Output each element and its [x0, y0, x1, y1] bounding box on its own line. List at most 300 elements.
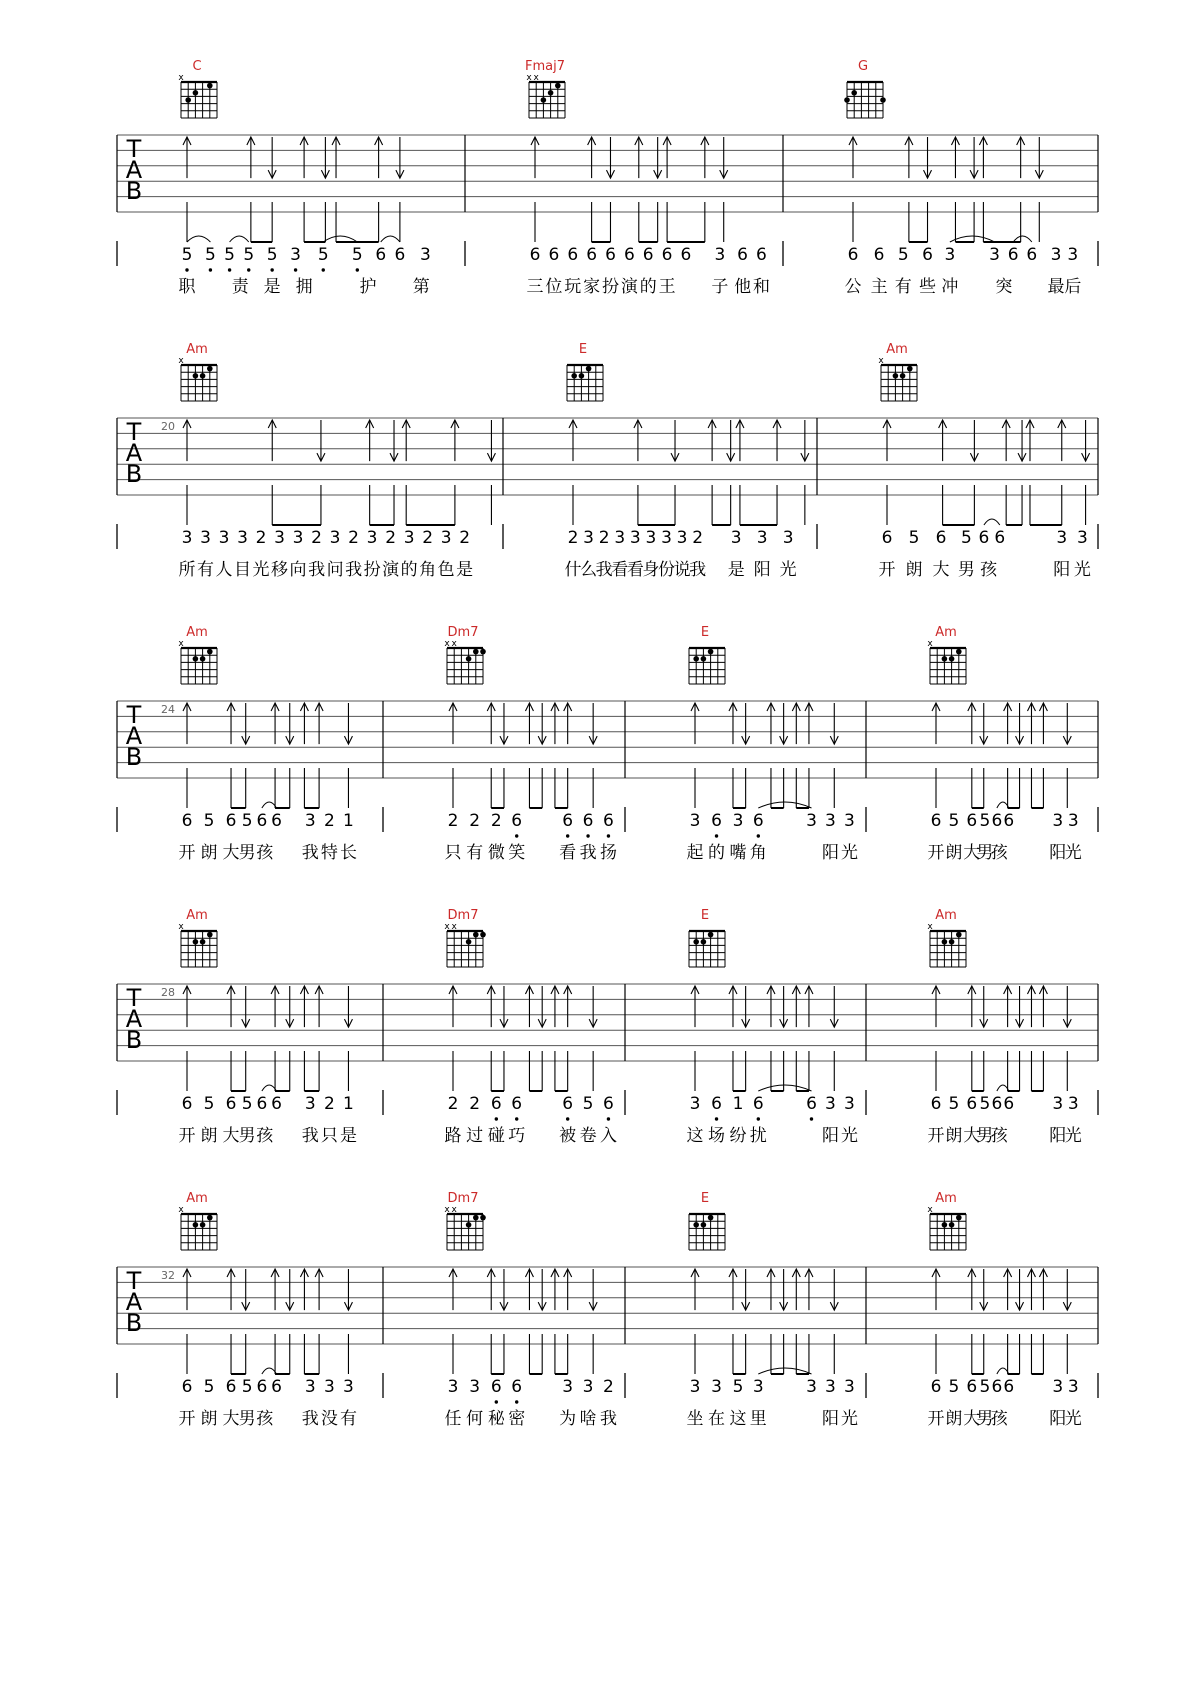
- lyric-char: 男: [238, 843, 256, 863]
- lyric-char: 王: [658, 277, 676, 297]
- chord-name: Dm7: [447, 1191, 479, 1206]
- lyric-char: 有: [197, 560, 215, 580]
- strum-up-arrow: [183, 137, 191, 178]
- jianpu-note: 6: [994, 528, 1006, 548]
- lyric-char: 最: [1047, 277, 1065, 297]
- strum-up-arrow: [767, 703, 775, 744]
- finger-dot: [949, 939, 955, 945]
- muted-string-mark: x: [178, 1205, 184, 1215]
- slur-arc: [381, 236, 400, 242]
- lyric-char: 阳: [1053, 560, 1071, 580]
- jianpu-note: 3: [200, 528, 211, 548]
- strum-up-arrow: [271, 1269, 279, 1310]
- finger-dot: [480, 1215, 486, 1221]
- lyric-char: 开: [178, 843, 196, 863]
- strum-up-arrow: [1026, 420, 1034, 461]
- lyric-char: 大: [222, 1126, 240, 1146]
- jianpu-note: 5: [979, 1094, 991, 1114]
- lyric-char: 什: [564, 560, 582, 580]
- lyric-char: 是: [339, 1126, 357, 1146]
- chord-diagram: [844, 82, 886, 118]
- octave-dot: [209, 268, 212, 271]
- finger-dot: [942, 656, 948, 662]
- jianpu-note: 3: [343, 1377, 354, 1397]
- strum-down-arrow: [654, 137, 662, 178]
- lyric-char: 是: [263, 277, 281, 297]
- lyric-char: 大: [963, 1126, 981, 1146]
- jianpu-note: 5: [732, 1377, 744, 1397]
- finger-dot: [693, 656, 699, 662]
- jianpu-note: 6: [966, 811, 978, 831]
- jianpu-note: 5: [203, 1377, 215, 1397]
- tab-clef-letter: T: [126, 984, 142, 1012]
- finger-dot: [466, 656, 472, 662]
- lyric-char: 被: [559, 1126, 577, 1146]
- strum-up-arrow: [932, 703, 940, 744]
- jianpu-note: 5: [224, 245, 235, 265]
- strum-up-arrow: [268, 420, 276, 461]
- jianpu-note: 5: [351, 245, 363, 265]
- jianpu-note: 6: [256, 1094, 268, 1114]
- jianpu-note: 6: [603, 811, 614, 831]
- lyric-char: 三: [526, 277, 544, 297]
- jianpu-note: 6: [256, 1377, 268, 1397]
- strum-up-arrow: [551, 986, 559, 1027]
- lyric-char: 光: [779, 560, 797, 580]
- slur-arc: [187, 236, 210, 242]
- jianpu-note: 6: [642, 245, 654, 265]
- strum-up-arrow: [951, 137, 959, 178]
- muted-string-mark: x: [178, 356, 184, 366]
- lyric-char: 是: [456, 560, 474, 580]
- lyric-char: 啥: [579, 1409, 597, 1429]
- octave-dot: [322, 268, 325, 271]
- lyric-char: 我: [301, 1126, 319, 1146]
- strum-down-arrow: [1082, 420, 1090, 461]
- chord-diagram: [927, 639, 966, 684]
- strum-down-arrow: [242, 986, 250, 1027]
- lyric-char: 微: [487, 843, 505, 863]
- lyric-char: 和: [752, 277, 770, 297]
- jianpu-note: 3: [1067, 245, 1079, 265]
- jianpu-note: 3: [989, 245, 1000, 265]
- strum-up-arrow: [332, 137, 340, 178]
- lyric-char: 扰: [749, 1126, 767, 1146]
- jianpu-note: 6: [225, 1377, 237, 1397]
- strum-up-arrow: [663, 137, 671, 178]
- tab-system: [117, 342, 1098, 580]
- strum-down-arrow: [606, 137, 614, 178]
- lyric-char: 主: [870, 277, 888, 297]
- lyric-char: 我: [599, 1409, 617, 1429]
- lyric-char: 嘴: [729, 843, 747, 863]
- strum-up-arrow: [1027, 1269, 1035, 1310]
- lyric-char: 笑: [508, 843, 526, 863]
- lyric-char: 光: [1073, 560, 1091, 580]
- strum-down-arrow: [344, 1269, 352, 1310]
- strum-down-arrow: [671, 420, 679, 461]
- strum-down-arrow: [286, 986, 294, 1027]
- jianpu-note: 3: [237, 528, 248, 548]
- lyric-char: 孩: [256, 843, 274, 863]
- jianpu-note: 3: [752, 1377, 764, 1397]
- lyric-char: 阳: [1049, 1126, 1067, 1146]
- jianpu-note: 3: [1067, 811, 1079, 831]
- finger-dot: [949, 1222, 955, 1228]
- lyric-char: 光: [840, 1409, 858, 1429]
- lyric-char: 扮: [601, 277, 619, 297]
- lyric-char: 起: [686, 843, 704, 863]
- lyric-char: 光: [840, 843, 858, 863]
- strum-up-arrow: [939, 420, 947, 461]
- chord-diagram: [689, 931, 725, 967]
- lyric-char: 光: [252, 560, 270, 580]
- strum-up-arrow: [1058, 420, 1066, 461]
- strum-down-arrow: [1016, 703, 1024, 744]
- lyric-char: 朗: [945, 1409, 963, 1429]
- jianpu-note: 6: [271, 811, 282, 831]
- tab-clef-letter: A: [125, 722, 143, 750]
- strum-up-arrow: [792, 1269, 800, 1310]
- jianpu-note: 6: [511, 811, 523, 831]
- finger-dot: [207, 366, 213, 372]
- lyric-char: 朗: [200, 843, 218, 863]
- lyric-char: 我: [301, 1409, 319, 1429]
- finger-dot: [880, 97, 886, 103]
- jianpu-note: 2: [385, 528, 397, 548]
- strum-up-arrow: [1039, 1269, 1047, 1310]
- finger-dot: [851, 90, 857, 96]
- jianpu-note: 5: [205, 245, 216, 265]
- strum-down-arrow: [487, 420, 495, 461]
- jianpu-note: 6: [529, 245, 541, 265]
- jianpu-note: 6: [605, 245, 616, 265]
- jianpu-note: 5: [266, 245, 278, 265]
- strum-up-arrow: [932, 1269, 940, 1310]
- jianpu-note: 3: [825, 811, 836, 831]
- lyric-char: 问: [326, 560, 344, 580]
- finger-dot: [480, 649, 486, 655]
- slur-arc: [230, 236, 249, 242]
- jianpu-note: 6: [847, 245, 859, 265]
- finger-dot: [942, 1222, 948, 1228]
- lyric-char: 开: [178, 1126, 196, 1146]
- jianpu-note: 2: [469, 1094, 481, 1114]
- lyric-char: 光: [1064, 1126, 1082, 1146]
- tab-clef-letter: A: [125, 1005, 143, 1033]
- lyric-char: 位: [545, 277, 563, 297]
- lyric-char: 角: [419, 560, 437, 580]
- strum-up-arrow: [979, 137, 987, 178]
- finger-dot: [480, 932, 486, 938]
- jianpu-note: 3: [944, 245, 956, 265]
- tab-system: [117, 625, 1098, 863]
- jianpu-note: 3: [1052, 1377, 1064, 1397]
- jianpu-note: 6: [511, 1377, 523, 1397]
- jianpu-note: 2: [567, 528, 579, 548]
- strum-down-arrow: [589, 703, 597, 744]
- strum-up-arrow: [183, 1269, 191, 1310]
- lyric-char: 角: [749, 843, 767, 863]
- jianpu-note: 5: [243, 245, 255, 265]
- chord-name: Fmaj7: [525, 59, 565, 74]
- tab-system: [117, 1191, 1098, 1429]
- jianpu-note: 3: [1076, 528, 1088, 548]
- finger-dot: [701, 656, 707, 662]
- jianpu-note: 2: [447, 811, 459, 831]
- strum-down-arrow: [1063, 986, 1071, 1027]
- jianpu-note: 3: [714, 245, 726, 265]
- strum-up-arrow: [588, 137, 596, 178]
- chord-name: G: [857, 59, 869, 74]
- jianpu-note: 6: [623, 245, 635, 265]
- jianpu-note: 6: [978, 528, 990, 548]
- strum-up-arrow: [805, 1269, 813, 1310]
- lyric-char: 只: [444, 843, 462, 863]
- lyric-char: 光: [1064, 1409, 1082, 1429]
- octave-dot: [185, 268, 188, 271]
- strum-up-arrow: [247, 137, 255, 178]
- strum-up-arrow: [968, 703, 976, 744]
- jianpu-note: 3: [304, 1094, 316, 1114]
- strum-down-arrow: [980, 703, 988, 744]
- chord-diagram: [444, 639, 485, 684]
- strum-down-arrow: [1016, 986, 1024, 1027]
- lyric-char: 目: [234, 560, 252, 580]
- jianpu-note: 3: [290, 245, 301, 265]
- jianpu-note: 6: [181, 811, 193, 831]
- finger-dot: [193, 90, 199, 96]
- finger-dot: [473, 649, 479, 655]
- finger-dot: [466, 939, 472, 945]
- strum-up-arrow: [701, 137, 709, 178]
- finger-dot: [200, 1222, 206, 1228]
- strum-up-arrow: [729, 986, 737, 1027]
- slur-arc: [984, 519, 1000, 525]
- lyric-char: 么: [580, 560, 598, 580]
- strum-up-arrow: [1004, 986, 1012, 1027]
- jianpu-note: 3: [292, 528, 304, 548]
- lyric-char: 身: [642, 560, 660, 580]
- chord-diagram: [526, 73, 565, 118]
- jianpu-note: 3: [629, 528, 641, 548]
- jianpu-note: 5: [241, 1377, 253, 1397]
- jianpu-note: 3: [440, 528, 452, 548]
- chord-diagram: [178, 1205, 217, 1250]
- tab-clef-letter: B: [125, 743, 143, 771]
- jianpu-note: 3: [689, 1094, 701, 1114]
- finger-dot: [207, 649, 213, 655]
- chord-name: C: [192, 59, 202, 74]
- finger-dot: [207, 932, 213, 938]
- lyric-char: 男: [976, 1126, 994, 1146]
- strum-up-arrow: [551, 703, 559, 744]
- jianpu-note: 6: [562, 811, 574, 831]
- jianpu-note: 3: [689, 1377, 701, 1397]
- finger-dot: [701, 1222, 707, 1228]
- lyric-char: 我: [301, 843, 319, 863]
- strum-down-arrow: [980, 986, 988, 1027]
- chord-name: E: [700, 1191, 710, 1206]
- strum-up-arrow: [635, 137, 643, 178]
- jianpu-note: 6: [586, 245, 598, 265]
- strum-up-arrow: [634, 420, 642, 461]
- strum-down-arrow: [970, 420, 978, 461]
- lyric-char: 移: [271, 560, 289, 580]
- octave-dot: [495, 1400, 498, 1403]
- tab-system: [117, 59, 1098, 297]
- jianpu-note: 3: [1050, 245, 1062, 265]
- octave-dot: [294, 268, 297, 271]
- strum-up-arrow: [691, 986, 699, 1027]
- lyric-char: 我: [579, 843, 597, 863]
- strum-up-arrow: [849, 137, 857, 178]
- jianpu-note: 3: [711, 1377, 722, 1397]
- lyric-char: 开: [878, 560, 896, 580]
- strum-up-arrow: [691, 1269, 699, 1310]
- lyric-char: 这: [729, 1409, 747, 1429]
- lyric-char: 拥: [295, 277, 313, 297]
- lyric-char: 秘: [487, 1409, 505, 1429]
- lyric-char: 没: [320, 1409, 338, 1429]
- strum-up-arrow: [300, 703, 308, 744]
- lyric-char: 孩: [256, 1409, 274, 1429]
- finger-dot: [207, 83, 213, 89]
- jianpu-note: 6: [375, 245, 387, 265]
- finger-dot: [200, 656, 206, 662]
- strum-up-arrow: [736, 420, 744, 461]
- strum-down-arrow: [396, 137, 404, 178]
- jianpu-note: 6: [661, 245, 673, 265]
- jianpu-note: 6: [181, 1094, 193, 1114]
- jianpu-note: 3: [469, 1377, 481, 1397]
- strum-down-arrow: [268, 137, 276, 178]
- lyric-char: 这: [686, 1126, 704, 1146]
- jianpu-note: 5: [979, 811, 991, 831]
- lyric-char: 只: [320, 1126, 338, 1146]
- lyric-char: 光: [840, 1126, 858, 1146]
- lyric-char: 阳: [753, 560, 771, 580]
- muted-string-mark: x: [451, 922, 457, 932]
- lyric-char: 在: [708, 1409, 726, 1429]
- strum-up-arrow: [183, 986, 191, 1027]
- lyric-char: 子: [711, 277, 729, 297]
- octave-dot: [607, 834, 610, 837]
- strum-up-arrow: [449, 986, 457, 1027]
- jianpu-note: 6: [490, 1377, 502, 1397]
- strum-up-arrow: [1002, 420, 1010, 461]
- jianpu-note: 6: [991, 1377, 1003, 1397]
- jianpu-note: 3: [844, 1377, 855, 1397]
- strum-down-arrow: [589, 986, 597, 1027]
- finger-dot: [473, 932, 479, 938]
- chord-diagram: [178, 639, 217, 684]
- lyric-char: 孩: [990, 1126, 1008, 1146]
- muted-string-mark: x: [444, 922, 450, 932]
- finger-dot: [693, 1222, 699, 1228]
- octave-dot: [566, 834, 569, 837]
- muted-string-mark: x: [178, 922, 184, 932]
- jianpu-note: 6: [711, 811, 722, 831]
- strum-up-arrow: [805, 703, 813, 744]
- finger-dot: [200, 939, 206, 945]
- strum-up-arrow: [451, 420, 459, 461]
- octave-dot: [515, 834, 518, 837]
- lyric-char: 玩: [564, 277, 582, 297]
- jianpu-note: 5: [948, 1094, 960, 1114]
- tab-clef-letter: B: [125, 177, 143, 205]
- lyric-char: 开: [178, 1409, 196, 1429]
- jianpu-note: 6: [930, 1377, 942, 1397]
- lyric-char: 有: [339, 1409, 357, 1429]
- chord-name: Am: [186, 625, 208, 640]
- jianpu-note: 3: [1067, 1094, 1079, 1114]
- jianpu-note: 3: [1056, 528, 1068, 548]
- jianpu-note: 6: [991, 1094, 1003, 1114]
- lyric-char: 任: [444, 1409, 462, 1429]
- octave-dot: [356, 268, 359, 271]
- jianpu-note: 3: [304, 811, 316, 831]
- slur-arc: [997, 1368, 1009, 1374]
- lyric-char: 冲: [941, 277, 959, 297]
- lyric-char: 何: [466, 1409, 484, 1429]
- jianpu-note: 2: [323, 1094, 335, 1114]
- strum-up-arrow: [792, 703, 800, 744]
- jianpu-note: 3: [1052, 1094, 1064, 1114]
- lyric-char: 看: [559, 843, 577, 863]
- jianpu-note: 6: [256, 811, 268, 831]
- octave-dot: [757, 834, 760, 837]
- strum-down-arrow: [500, 703, 508, 744]
- strum-up-arrow: [271, 986, 279, 1027]
- lyric-char: 些: [919, 277, 937, 297]
- slur-arc: [997, 1085, 1009, 1091]
- finger-dot: [193, 939, 199, 945]
- muted-string-mark: x: [533, 73, 539, 83]
- chord-diagram: [927, 922, 966, 967]
- jianpu-note: 2: [603, 1377, 614, 1397]
- lyric-char: 巧: [508, 1126, 526, 1146]
- octave-dot: [715, 834, 718, 837]
- lyric-char: 碰: [487, 1126, 505, 1146]
- muted-string-mark: x: [927, 1205, 933, 1215]
- lyric-char: 看: [611, 560, 629, 580]
- chord-name: E: [700, 908, 710, 923]
- jianpu-note: 3: [1067, 1377, 1079, 1397]
- jianpu-note: 6: [930, 811, 942, 831]
- jianpu-note: 3: [583, 528, 594, 548]
- jianpu-note: 3: [756, 528, 768, 548]
- chord-name: Am: [186, 1191, 208, 1206]
- jianpu-note: 3: [676, 528, 688, 548]
- jianpu-note: 6: [752, 1094, 764, 1114]
- strum-up-arrow: [1004, 1269, 1012, 1310]
- jianpu-note: 5: [961, 528, 972, 548]
- finger-dot: [949, 656, 955, 662]
- lyric-char: 我: [345, 560, 363, 580]
- strum-down-arrow: [317, 420, 325, 461]
- lyric-char: 公: [844, 277, 862, 297]
- finger-dot: [956, 1215, 962, 1221]
- strum-up-arrow: [315, 986, 323, 1027]
- strum-up-arrow: [932, 986, 940, 1027]
- finger-dot: [548, 90, 554, 96]
- strum-down-arrow: [589, 1269, 597, 1310]
- lyric-char: 光: [1064, 843, 1082, 863]
- finger-dot: [956, 649, 962, 655]
- finger-dot: [571, 373, 577, 379]
- finger-dot: [844, 97, 850, 103]
